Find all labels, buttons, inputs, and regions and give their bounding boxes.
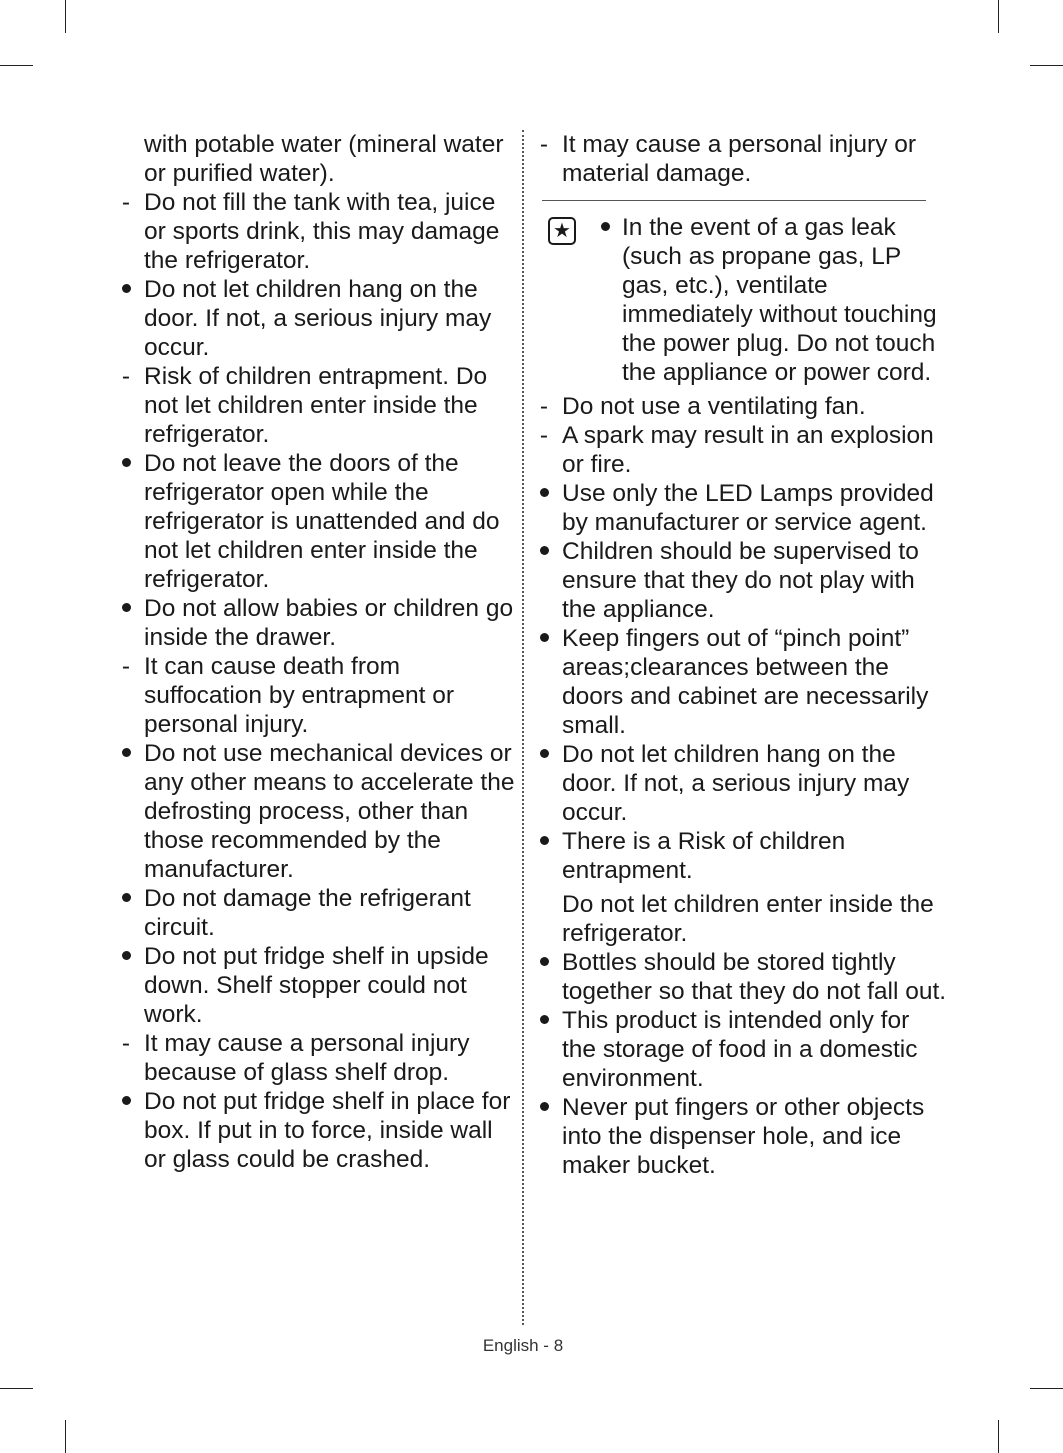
crop-mark	[998, 0, 999, 33]
crop-mark	[998, 1420, 999, 1453]
list-item: Do not put fridge shelf in place for box. If put in to force, inside wall or glass could be crashed.	[112, 1087, 520, 1174]
note-divider	[542, 200, 926, 201]
list-item: - Do not use a ventilating fan.	[530, 392, 948, 421]
list-item: Children should be supervised to ensure that they do not play with the appliance.	[530, 537, 948, 624]
list-item: with potable water (mineral water or purified water).	[144, 131, 504, 187]
list-item: Do not use mechanical devices or any other means to accelerate the defrosting process, other than those recommended by the manufacturer.	[112, 739, 520, 884]
page-footer: English - 8	[482, 1336, 564, 1355]
crop-mark	[65, 1420, 66, 1453]
crop-mark	[1030, 65, 1063, 66]
list-item: - A spark may result in an explosion or fire.	[530, 421, 948, 479]
list-item: - Risk of children entrapment. Do not let children enter inside the refrigerator.	[112, 362, 520, 449]
column-divider	[522, 130, 524, 1325]
right-column	[530, 130, 948, 1180]
crop-mark	[65, 0, 66, 33]
list-item: - It can cause death from suffocation by entrapment or personal injury.	[112, 652, 520, 739]
crop-mark	[1030, 1388, 1063, 1389]
note-box	[530, 213, 948, 387]
list-item: Do not put fridge shelf in upside down. Shelf stopper could not work.	[112, 942, 520, 1029]
list-item: Keep fingers out of “pinch point” areas;clearances between the doors and cabinet are necessarily small.	[530, 624, 948, 740]
list-item: Do not allow babies or children go inside the drawer.	[112, 594, 520, 652]
note-text: In the event of a gas leak (such as propane gas, LP gas, etc.), ventilate immediately without touching the power plug. Do not touch the appliance or power cord.	[622, 214, 937, 386]
list-item: Do not leave the doors of the refrigerator open while the refrigerator is unattended and do not let children enter inside the refrigerator.	[112, 449, 520, 594]
list-item: - It may cause a personal injury or material damage.	[530, 130, 948, 188]
bullet-icon	[592, 213, 618, 242]
list-item: - It may cause a personal injury because of glass shelf drop.	[112, 1029, 520, 1087]
crop-mark	[0, 65, 33, 66]
list-item: Do not let children hang on the door. If not, a serious injury may occur.	[112, 275, 520, 362]
list-item: This product is intended only for the storage of food in a domestic environment.	[530, 1006, 948, 1093]
list-item: Bottles should be stored tightly together so that they do not fall out.	[530, 948, 948, 1006]
list-item: Never put fingers or other objects into the dispenser hole, and ice maker bucket.	[530, 1093, 948, 1180]
star-icon: ★	[548, 217, 576, 245]
list-item: There is a Risk of children entrapment.	[530, 827, 948, 885]
list-item: Do not damage the refrigerant circuit.	[112, 884, 520, 942]
crop-mark	[0, 1388, 33, 1389]
list-item: Use only the LED Lamps provided by manufacturer or service agent.	[530, 479, 948, 537]
list-item: Do not let children enter inside the refrigerator.	[562, 891, 934, 947]
list-item: Do not let children hang on the door. If not, a serious injury may occur.	[530, 740, 948, 827]
list-item: - Do not fill the tank with tea, juice or sports drink, this may damage the refrigerator.	[112, 188, 520, 275]
left-column	[112, 130, 520, 1174]
